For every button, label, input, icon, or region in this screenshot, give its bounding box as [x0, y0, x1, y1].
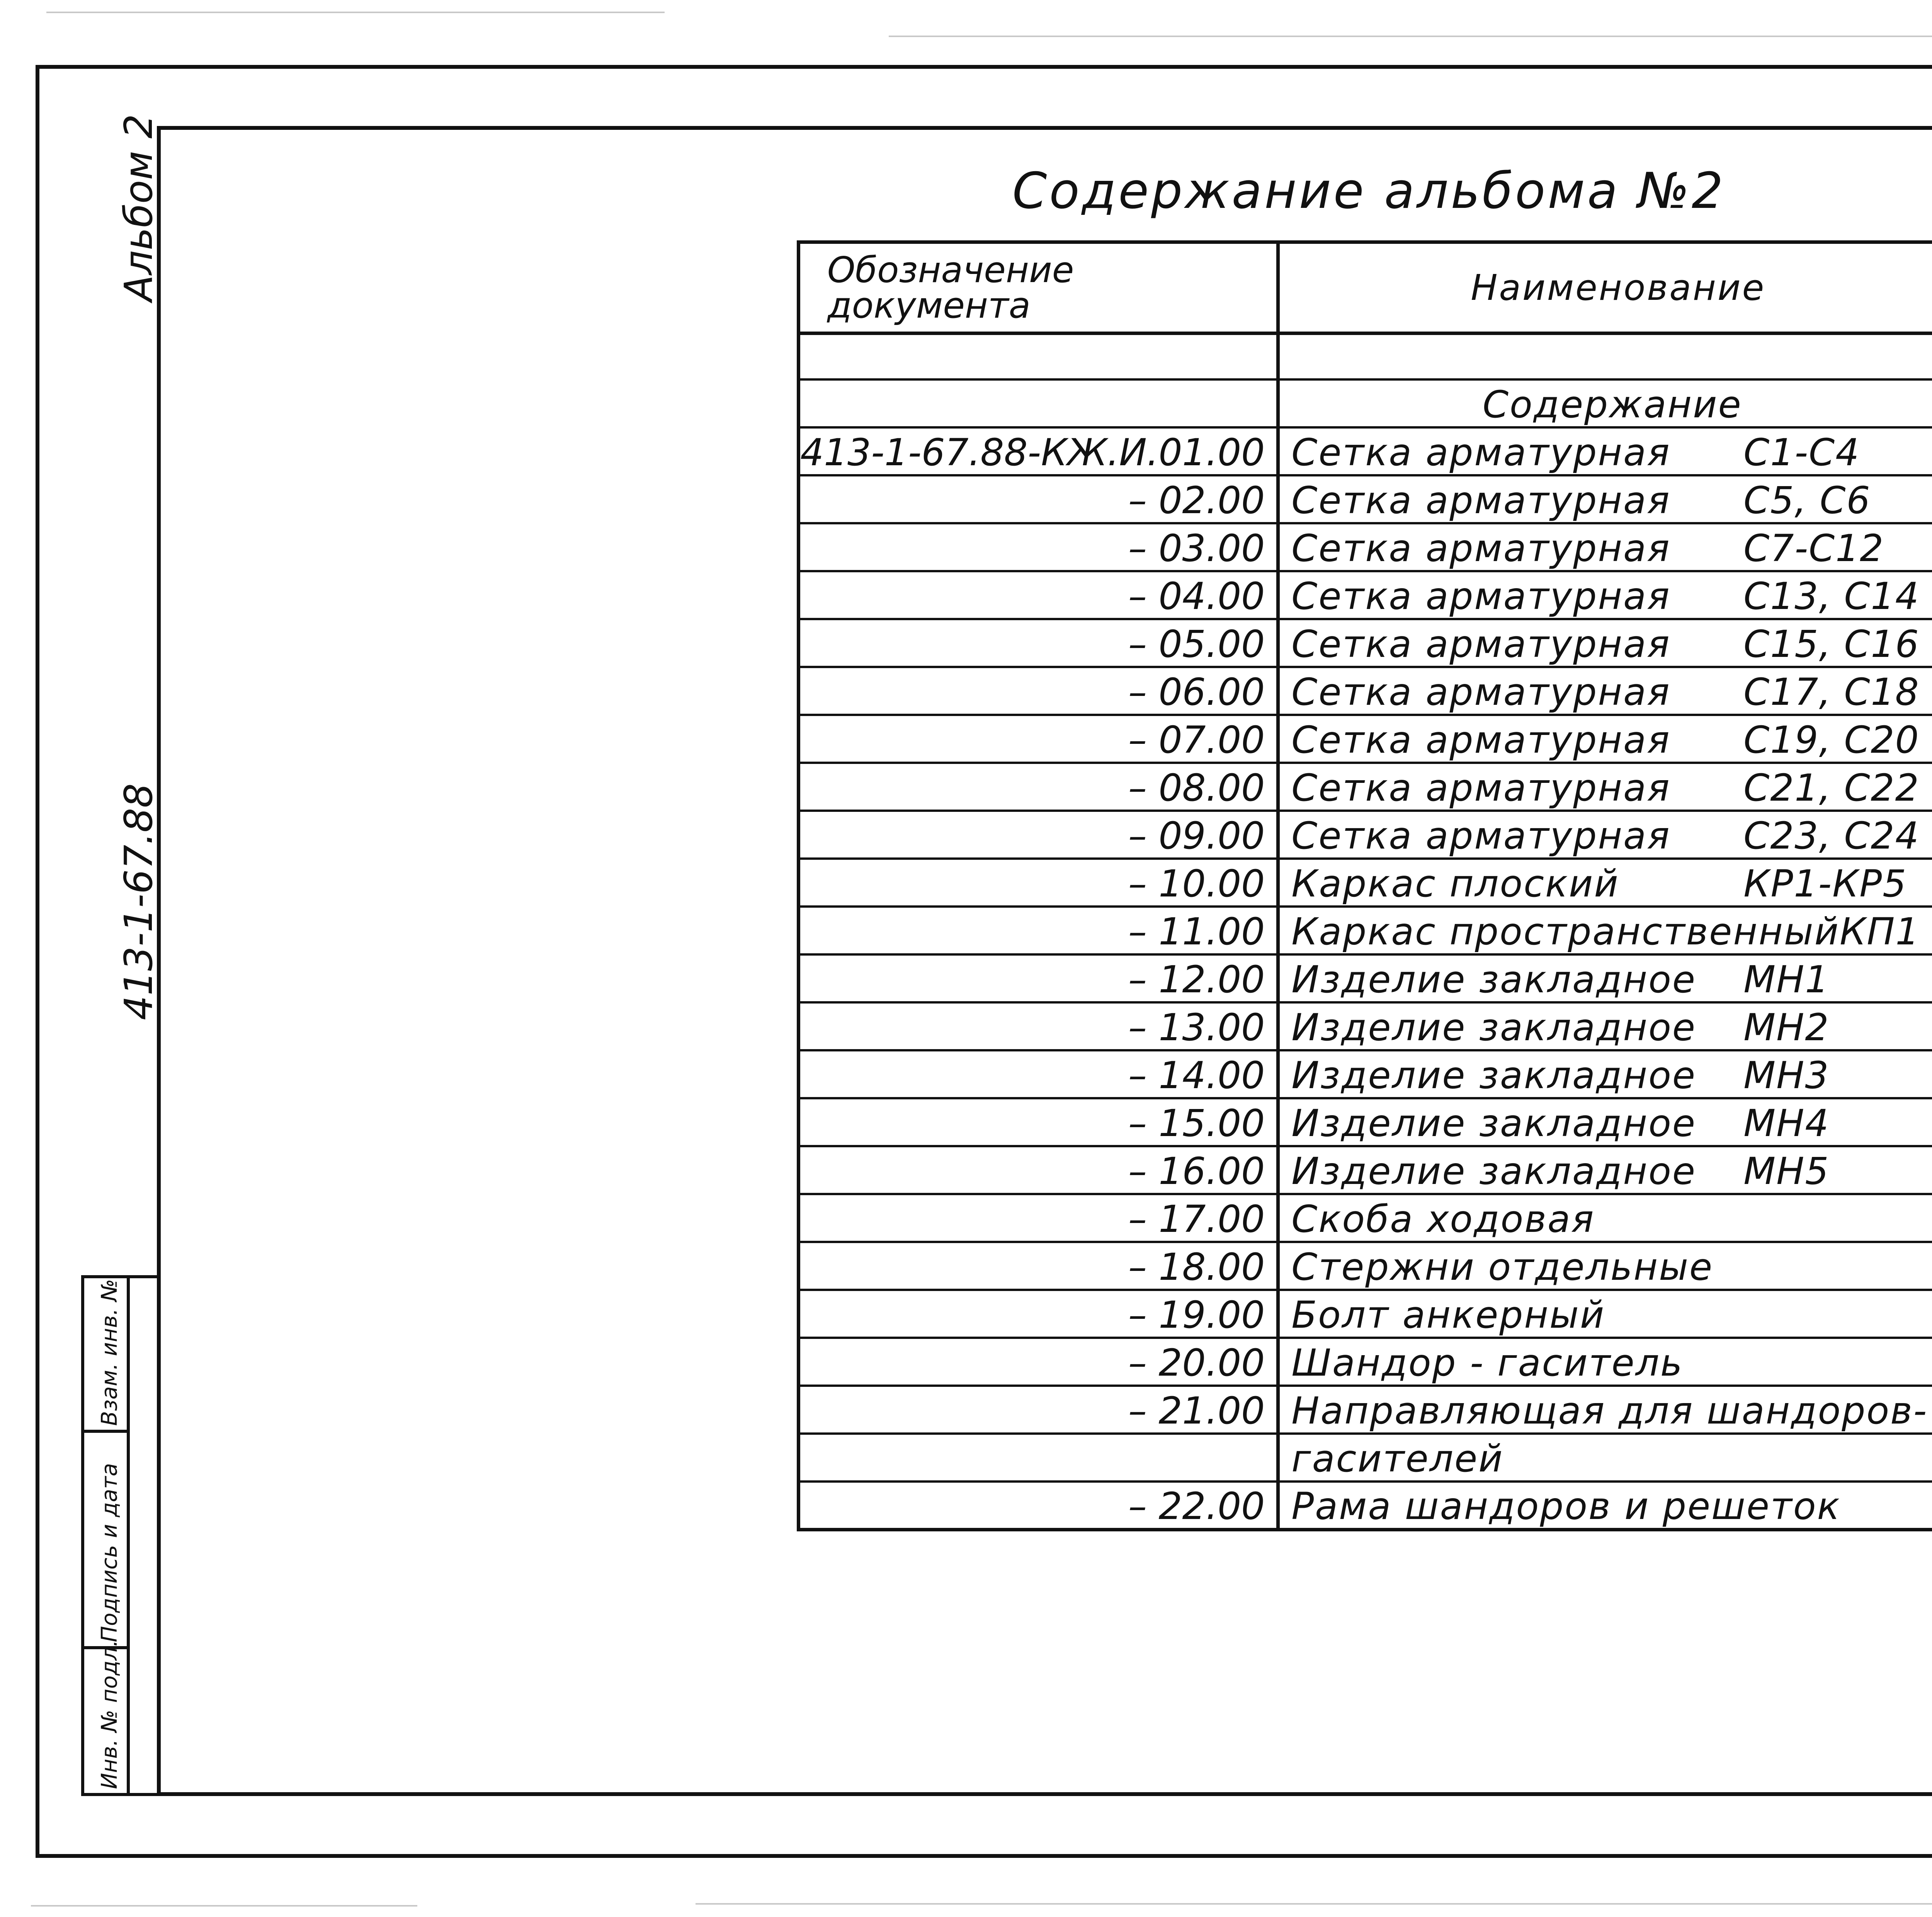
row-designation: – 18.00 — [799, 1242, 1278, 1290]
approval-stamp — [81, 1275, 161, 1796]
row-name: Изделие закладное — [1291, 1054, 1696, 1097]
row-name-cell — [1278, 619, 1932, 667]
table-row — [799, 1482, 1932, 1529]
row-name-cell — [1278, 907, 1932, 954]
row-designation: – 20.00 — [799, 1338, 1278, 1386]
row-name-cell — [1278, 475, 1932, 523]
row-name-cell — [1278, 1146, 1932, 1194]
table-body — [799, 333, 1932, 1530]
scan-artifact-line — [889, 36, 1932, 37]
row-designation: – 12.00 — [799, 954, 1278, 1002]
outer-frame-top — [36, 65, 1932, 69]
table-row — [799, 715, 1932, 763]
table-row — [799, 667, 1932, 715]
row-designation: 413-1-67.88-КЖ.И.01.00 — [799, 427, 1278, 475]
row-name-cell — [1278, 1386, 1932, 1434]
row-name-cell — [1278, 811, 1932, 859]
row-name-cell — [1278, 1338, 1932, 1386]
row-designation: – 08.00 — [799, 763, 1278, 811]
row-designation: – 19.00 — [799, 1290, 1278, 1338]
row-name: Стержни отдельные — [1291, 1245, 1714, 1289]
scan-artifact-line — [46, 12, 665, 13]
row-name-cell — [1278, 1098, 1932, 1146]
row-name: Изделие закладное — [1291, 1102, 1696, 1145]
stamp-divider — [127, 1278, 130, 1793]
row-mark: С21, С22 — [1743, 766, 1920, 810]
table-row — [799, 1338, 1932, 1386]
stamp-signature-date-label: Подпись и дата — [97, 1463, 122, 1642]
row-name: Сетка арматурная — [1291, 479, 1671, 522]
table-row — [799, 859, 1932, 907]
album-side-label: Альбом 2 — [116, 114, 161, 301]
contents-table — [797, 240, 1932, 1531]
row-mark: С19, С20 — [1743, 718, 1920, 762]
row-mark: С23, С24 — [1743, 814, 1920, 857]
table-row — [799, 427, 1932, 475]
row-name: Содержание — [1482, 383, 1742, 426]
row-mark: С15, С16 — [1743, 623, 1920, 666]
row-name: Сетка арматурная — [1291, 766, 1671, 810]
header-designation: Обозначение документа — [799, 242, 1278, 333]
table-row — [799, 1194, 1932, 1242]
row-designation: – 09.00 — [799, 811, 1278, 859]
table-row — [799, 619, 1932, 667]
row-mark: МН1 — [1743, 958, 1830, 1001]
row-name-cell — [1278, 427, 1932, 475]
row-mark: МН2 — [1743, 1006, 1830, 1049]
row-name-cell — [1278, 1050, 1932, 1098]
row-designation: – 13.00 — [799, 1002, 1278, 1050]
row-designation — [799, 1434, 1278, 1482]
row-name: Направляющая для шандоров- — [1291, 1389, 1928, 1432]
row-designation: – 02.00 — [799, 475, 1278, 523]
table-row — [799, 1434, 1932, 1482]
table-row — [799, 1050, 1932, 1098]
code-side-label: 413-1-67.88 — [116, 783, 161, 1020]
row-name: Болт анкерный — [1291, 1293, 1605, 1337]
row-name: Сетка арматурная — [1291, 670, 1671, 714]
row-designation: – 22.00 — [799, 1482, 1278, 1529]
row-mark: КР1-КР5 — [1743, 862, 1907, 905]
row-name-cell — [1278, 1434, 1932, 1482]
table-row — [799, 954, 1932, 1002]
table-row — [799, 379, 1932, 427]
row-designation: – 07.00 — [799, 715, 1278, 763]
row-mark: С7-С12 — [1743, 527, 1884, 570]
header-name: Наименование — [1278, 242, 1932, 333]
outer-frame-bottom — [36, 1854, 1932, 1858]
row-name-cell — [1278, 1482, 1932, 1529]
table-row — [799, 571, 1932, 619]
row-name-cell — [1278, 954, 1932, 1002]
outer-frame-left — [36, 65, 39, 1858]
row-name: Рама шандоров и решеток — [1291, 1484, 1841, 1528]
row-name-cell — [1278, 1002, 1932, 1050]
table-row — [799, 907, 1932, 954]
row-name-cell — [1278, 1194, 1932, 1242]
row-mark: С5, С6 — [1743, 479, 1871, 522]
row-designation: – 11.00 — [799, 907, 1278, 954]
row-designation: – 16.00 — [799, 1146, 1278, 1194]
table-header-row — [799, 242, 1932, 333]
table-row — [799, 1242, 1932, 1290]
stamp-cell-inv-no — [84, 1640, 127, 1793]
table-row — [799, 1146, 1932, 1194]
row-name-cell — [1278, 667, 1932, 715]
row-name-cell — [1278, 523, 1932, 571]
row-mark: С13, С14 — [1743, 575, 1920, 618]
table-row — [799, 523, 1932, 571]
row-designation: – 15.00 — [799, 1098, 1278, 1146]
row-name: Сетка арматурная — [1291, 527, 1671, 570]
row-designation: – 05.00 — [799, 619, 1278, 667]
table-row — [799, 763, 1932, 811]
row-designation: – 17.00 — [799, 1194, 1278, 1242]
row-name-cell — [1278, 715, 1932, 763]
row-name-cell — [1278, 859, 1932, 907]
stamp-vzam-inv-label: Взам. инв. № — [97, 1279, 122, 1426]
row-mark: КП1 — [1840, 910, 1920, 953]
row-name: Скоба ходовая — [1291, 1197, 1595, 1241]
row-mark: С17, С18 — [1743, 670, 1920, 714]
row-designation: – 06.00 — [799, 667, 1278, 715]
row-name-cell — [1278, 1290, 1932, 1338]
row-name: Изделие закладное — [1291, 1150, 1696, 1193]
row-mark: МН5 — [1743, 1150, 1830, 1193]
table-row — [799, 1386, 1932, 1434]
row-name: Сетка арматурная — [1291, 431, 1671, 474]
page-title: Содержание альбома №2 — [1012, 162, 1726, 220]
row-name: Изделие закладное — [1291, 1006, 1696, 1049]
row-name: Каркас плоский — [1291, 862, 1619, 905]
table-row — [799, 811, 1932, 859]
row-mark: С1-С4 — [1743, 431, 1860, 474]
table-row — [799, 333, 1932, 380]
row-mark: МН4 — [1743, 1102, 1830, 1145]
row-designation: – 21.00 — [799, 1386, 1278, 1434]
scan-artifact-line — [31, 1905, 417, 1907]
stamp-cell-signature-date — [84, 1433, 127, 1649]
row-name: Шандор - гаситель — [1291, 1341, 1684, 1385]
row-designation — [799, 379, 1278, 427]
row-designation — [799, 333, 1278, 380]
row-name: Сетка арматурная — [1291, 814, 1671, 857]
row-name-cell — [1278, 763, 1932, 811]
row-mark: МН3 — [1743, 1054, 1830, 1097]
table-row — [799, 1098, 1932, 1146]
row-designation: – 03.00 — [799, 523, 1278, 571]
row-name: гасителей — [1291, 1437, 1504, 1480]
row-designation: – 10.00 — [799, 859, 1278, 907]
row-name: Изделие закладное — [1291, 958, 1696, 1001]
row-designation: – 04.00 — [799, 571, 1278, 619]
stamp-inv-no-label: Инв. № подл. — [97, 1640, 122, 1789]
row-name-cell — [1278, 379, 1932, 427]
table-row — [799, 475, 1932, 523]
row-name: Каркас пространственный — [1291, 910, 1840, 953]
table-row — [799, 1002, 1932, 1050]
row-name-cell — [1278, 571, 1932, 619]
row-name-cell — [1278, 1242, 1932, 1290]
stamp-cell-vzam-inv — [84, 1278, 127, 1433]
row-designation: – 14.00 — [799, 1050, 1278, 1098]
row-name: Сетка арматурная — [1291, 718, 1671, 762]
row-name: Сетка арматурная — [1291, 575, 1671, 618]
table-row — [799, 1290, 1932, 1338]
scan-artifact-line — [696, 1903, 1932, 1905]
row-name: Сетка арматурная — [1291, 623, 1671, 666]
row-name-cell — [1278, 333, 1932, 380]
